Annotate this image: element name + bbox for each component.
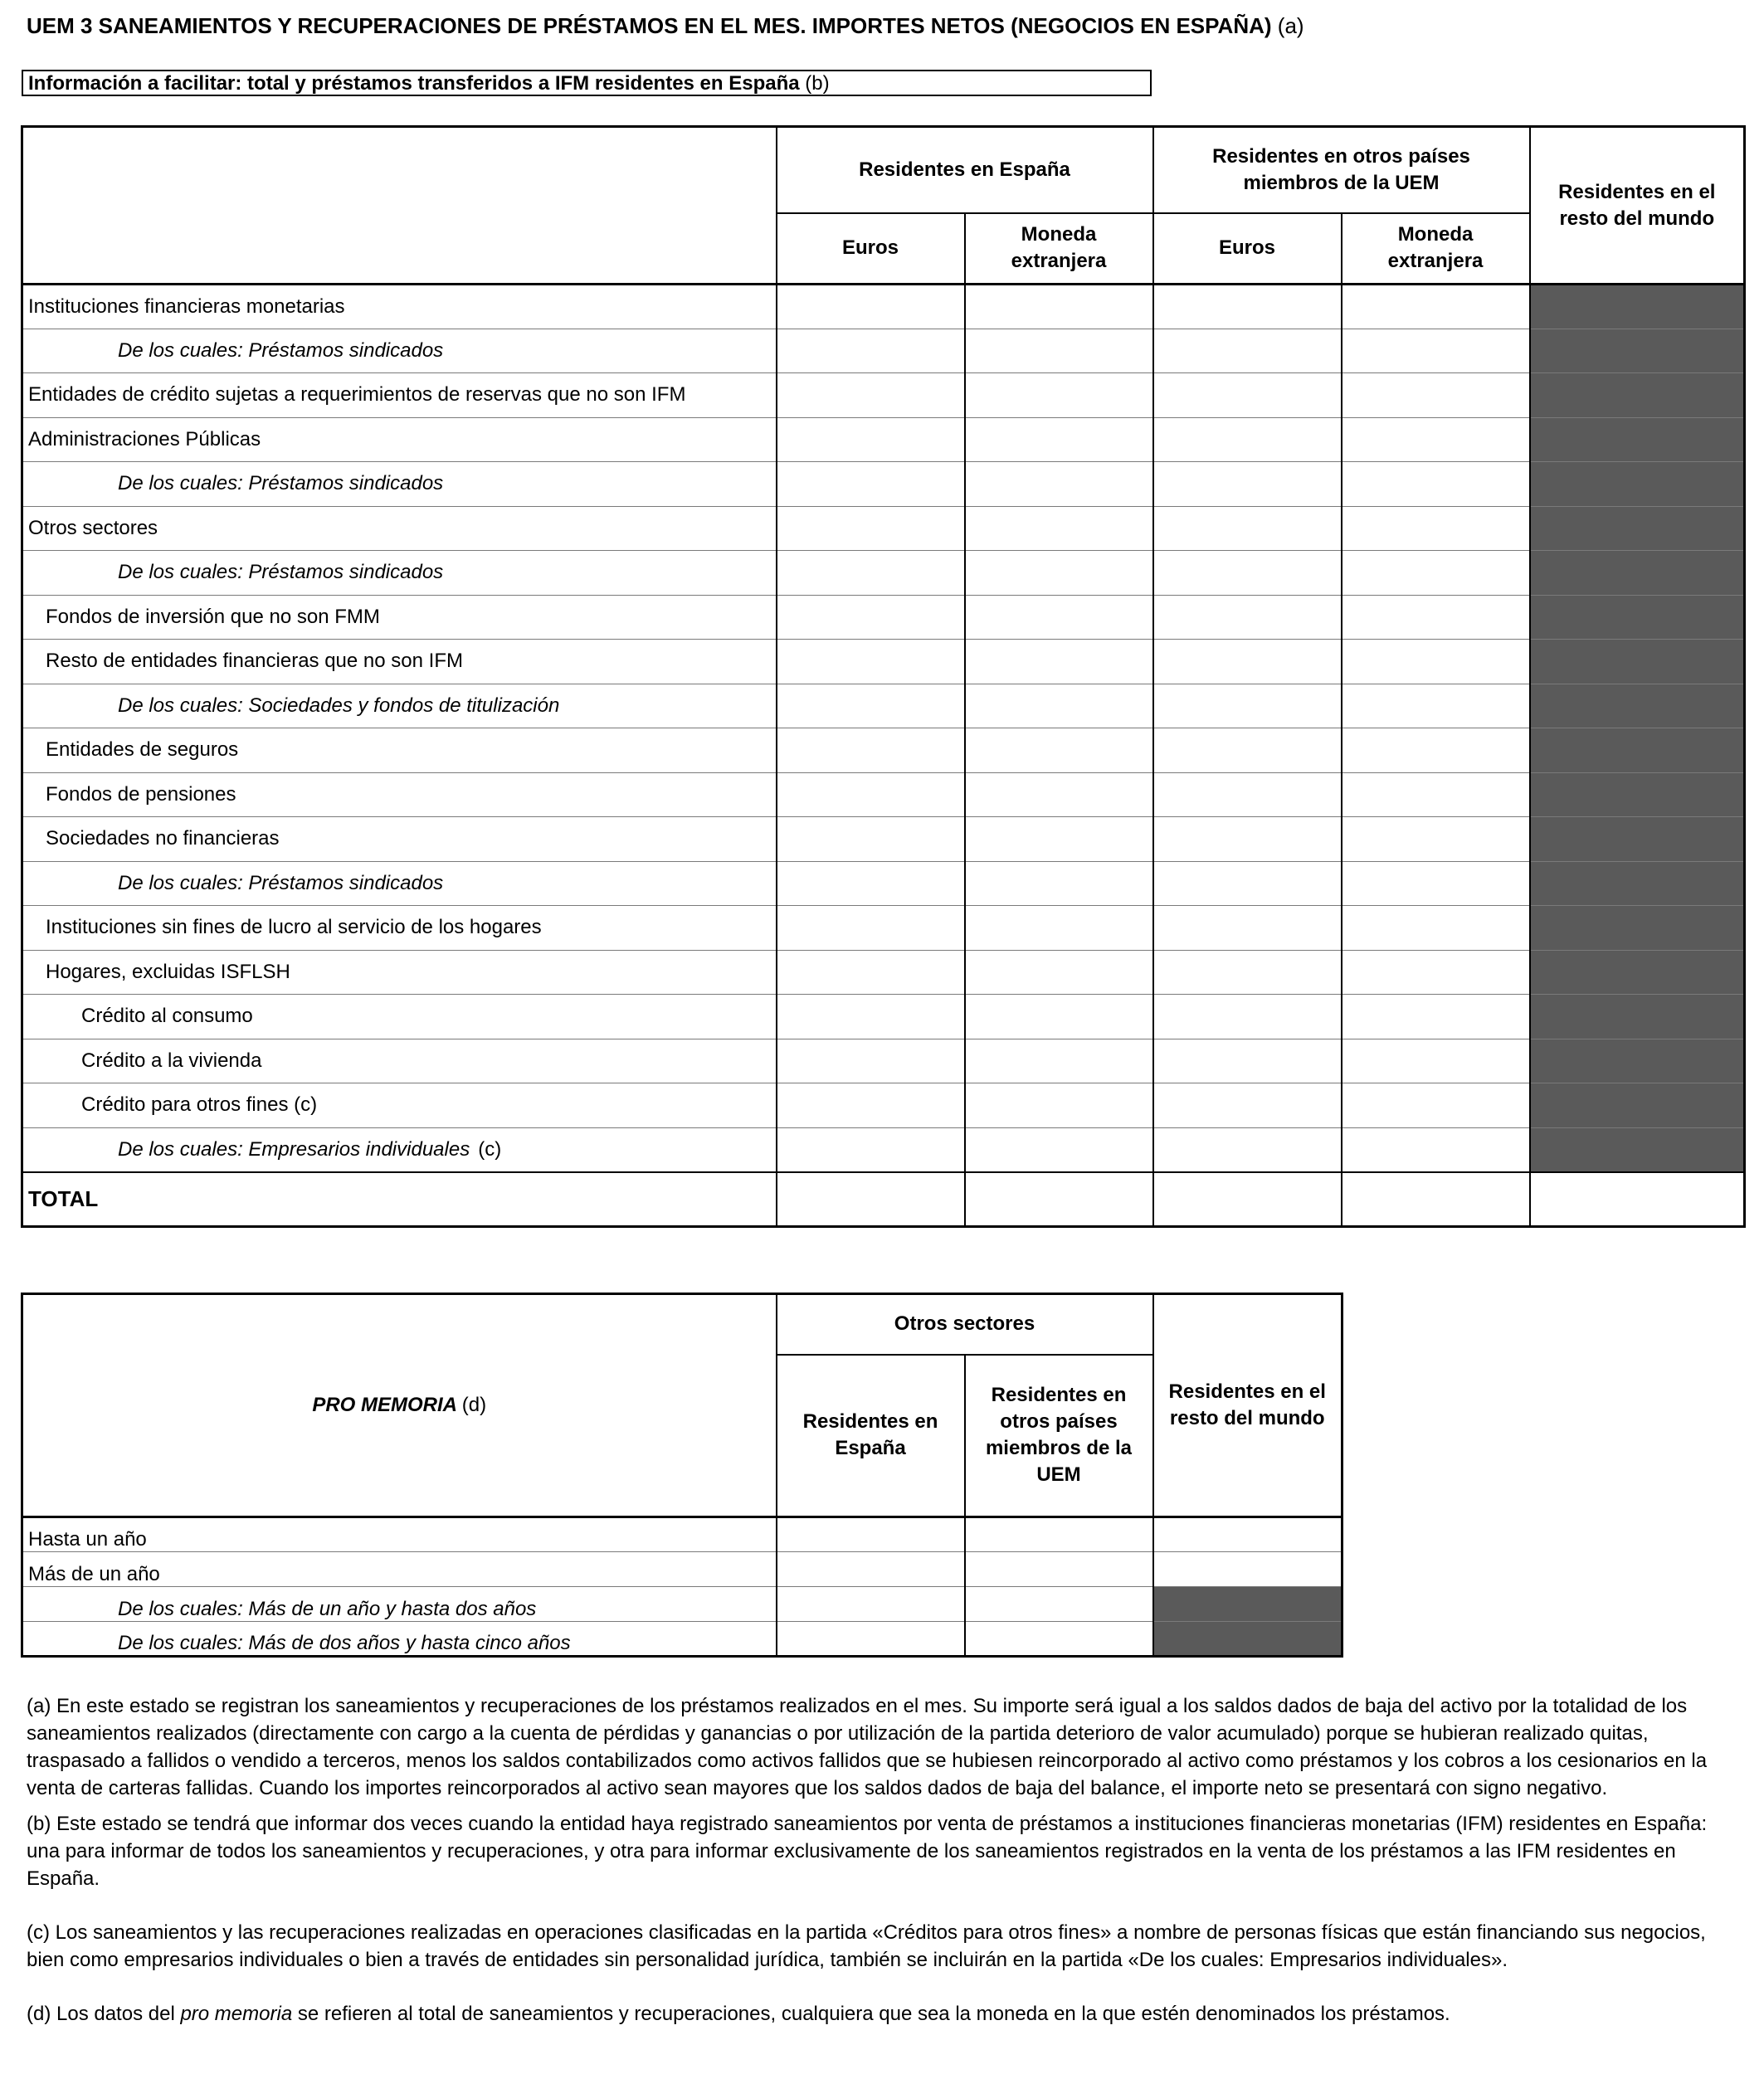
- table-row: [22, 906, 1745, 951]
- input-cell[interactable]: [777, 551, 965, 596]
- input-cell[interactable]: [1342, 861, 1530, 906]
- info-box: [22, 70, 1152, 96]
- input-cell[interactable]: [1153, 1083, 1342, 1128]
- row-label-text: De los cuales: Préstamos sindicados: [118, 472, 444, 495]
- input-cell[interactable]: [777, 1172, 965, 1227]
- row-label-text: De los cuales: Sociedades y fondos de titulización: [118, 694, 560, 717]
- header-blank: [22, 127, 777, 285]
- input-cell[interactable]: [965, 595, 1153, 640]
- shaded-cell: [1530, 595, 1745, 640]
- input-cell[interactable]: [1342, 1172, 1530, 1227]
- shaded-cell: [1530, 1083, 1745, 1128]
- shaded-cell: [1530, 772, 1745, 817]
- shaded-cell: [1530, 329, 1745, 373]
- shaded-cell: [1153, 1587, 1342, 1622]
- table-row: [22, 950, 1745, 995]
- input-cell[interactable]: [1153, 595, 1342, 640]
- row-label-text: Entidades de crédito sujetas a requerimientos de reservas que no son IFM: [28, 383, 686, 407]
- footnotes: [27, 1692, 1736, 2028]
- table-row: [22, 728, 1745, 773]
- header-euros-spain: Euros: [777, 213, 965, 285]
- total-row: [22, 1172, 1745, 1227]
- input-cell[interactable]: [777, 906, 965, 951]
- note-a: (a) En este estado se registran los saneamientos y recuperaciones de los préstamos realizados en el mes. Su importe será igual a los saldos dados de baja del activo por la totalidad de los saneamientos realizados (directamente con cargo a la cuenta de pérdidas y ganancias o por utilización de la partida deterioro de valor acumulado) porque se hubieran realizado quitas, traspasado a fallidos o vendido a terceros, menos los saldos contabilizados como activos fallidos que se hubiesen reincorporado al activo como préstamos y los cobros a los cesionarios en la venta de carteras fallidas. Cuando los importes reincorporados al activo sean mayores que los saldos dados de baja del balance, el importe neto se presentará con signo negativo.: [27, 1695, 1708, 1799]
- input-cell[interactable]: [1153, 417, 1342, 462]
- input-cell[interactable]: [1342, 995, 1530, 1039]
- memo-table: [21, 1293, 1343, 1658]
- memo-header-otros-sectores: Otros sectores: [777, 1294, 1153, 1355]
- shaded-cell: [1530, 906, 1745, 951]
- row-label: [22, 551, 777, 596]
- row-label: [22, 417, 777, 462]
- shaded-cell: [1530, 462, 1745, 507]
- input-cell[interactable]: [1342, 329, 1530, 373]
- memo-header-res-world: Residentes en el resto del mundo: [1153, 1294, 1342, 1517]
- table-row: [22, 329, 1745, 373]
- note-b: (b) Este estado se tendrá que informar dos veces cuando la entidad haya registrado saneamientos por venta de préstamos a instituciones financieras monetarias (IFM) residentes en España: una para informar de todos los saneamientos y recuperaciones, y otra para informar exclusivamente de los saneamientos registrados en la venta de los préstamos a las IFM residentes en España.: [27, 1813, 1708, 1890]
- input-cell[interactable]: [1153, 1517, 1342, 1552]
- input-cell[interactable]: [965, 1552, 1153, 1587]
- input-cell[interactable]: [777, 595, 965, 640]
- input-cell[interactable]: [1342, 1039, 1530, 1083]
- input-cell[interactable]: [777, 1622, 965, 1657]
- shaded-cell: [1530, 684, 1745, 728]
- row-label-text: De los cuales: Préstamos sindicados: [118, 871, 444, 894]
- input-cell[interactable]: [965, 1587, 1153, 1622]
- row-label-text: Sociedades no financieras: [46, 827, 280, 850]
- input-cell[interactable]: [965, 1622, 1153, 1657]
- table-row: [22, 861, 1745, 906]
- memo-row: [22, 1517, 1342, 1552]
- input-cell[interactable]: [777, 817, 965, 862]
- row-label-text: De los cuales: Préstamos sindicados: [118, 561, 444, 584]
- input-cell[interactable]: [965, 684, 1153, 728]
- row-label: [22, 1039, 777, 1083]
- shaded-cell: [1153, 1622, 1342, 1657]
- memo-row: [22, 1552, 1342, 1587]
- row-label-text: Administraciones Públicas: [28, 427, 261, 450]
- row-label: [22, 1127, 777, 1172]
- main-table: [21, 125, 1746, 1228]
- input-cell[interactable]: [777, 1083, 965, 1128]
- input-cell[interactable]: [777, 1587, 965, 1622]
- row-label: [22, 728, 777, 773]
- input-cell[interactable]: [1342, 728, 1530, 773]
- input-cell[interactable]: [965, 551, 1153, 596]
- input-cell[interactable]: [965, 817, 1153, 862]
- header-res-world: Residentes en el resto del mundo: [1530, 127, 1745, 285]
- input-cell[interactable]: [777, 1552, 965, 1587]
- input-cell[interactable]: [1342, 551, 1530, 596]
- header-foreign-uem: Moneda extranjera: [1342, 213, 1530, 285]
- shaded-cell: [1530, 1127, 1745, 1172]
- input-cell[interactable]: [1153, 995, 1342, 1039]
- row-label: [22, 995, 777, 1039]
- input-cell[interactable]: [1153, 861, 1342, 906]
- input-cell[interactable]: [1153, 1127, 1342, 1172]
- row-label: [22, 772, 777, 817]
- input-cell[interactable]: [1530, 1172, 1745, 1227]
- row-label-text: Instituciones sin fines de lucro al servicio de los hogares: [46, 916, 542, 939]
- table-row: [22, 373, 1745, 418]
- row-label-text: Otros sectores: [28, 516, 158, 539]
- input-cell[interactable]: [1342, 595, 1530, 640]
- row-label: [22, 906, 777, 951]
- table-row: [22, 995, 1745, 1039]
- input-cell[interactable]: [777, 772, 965, 817]
- input-cell[interactable]: [965, 417, 1153, 462]
- input-cell[interactable]: [965, 1172, 1153, 1227]
- note-d-italic: pro memoria: [180, 2003, 293, 2025]
- input-cell[interactable]: [777, 950, 965, 995]
- shaded-cell: [1530, 551, 1745, 596]
- input-cell[interactable]: [1342, 1083, 1530, 1128]
- input-cell[interactable]: [1342, 417, 1530, 462]
- input-cell[interactable]: [965, 506, 1153, 551]
- input-cell[interactable]: [777, 329, 965, 373]
- table-row: [22, 506, 1745, 551]
- input-cell[interactable]: [965, 462, 1153, 507]
- input-cell[interactable]: [965, 1083, 1153, 1128]
- row-label-text: De los cuales: Préstamos sindicados: [118, 338, 444, 362]
- input-cell[interactable]: [777, 373, 965, 418]
- input-cell[interactable]: [965, 373, 1153, 418]
- note-d-end: se refieren al total de saneamientos y recuperaciones, cualquiera que sea la moneda en la que estén denominados los préstamos.: [297, 2003, 1450, 2025]
- input-cell[interactable]: [965, 906, 1153, 951]
- title-ref: (a): [1277, 13, 1304, 38]
- input-cell[interactable]: [777, 861, 965, 906]
- memo-title-text: PRO MEMORIA: [312, 1394, 457, 1416]
- total-label: TOTAL: [22, 1172, 777, 1227]
- memo-row-label: Hasta un año: [22, 1517, 777, 1552]
- input-cell[interactable]: [777, 417, 965, 462]
- header-res-uem: Residentes en otros países miembros de la UEM: [1153, 127, 1530, 213]
- table-row: [22, 772, 1745, 817]
- memo-row-label: De los cuales: Más de dos años y hasta cinco años: [22, 1622, 777, 1657]
- row-label: [22, 373, 777, 418]
- input-cell[interactable]: [1153, 950, 1342, 995]
- input-cell[interactable]: [1342, 817, 1530, 862]
- input-cell[interactable]: [777, 1039, 965, 1083]
- shaded-cell: [1530, 995, 1745, 1039]
- shaded-cell: [1530, 373, 1745, 418]
- memo-rows: [22, 1517, 1342, 1657]
- shaded-cell: [1530, 728, 1745, 773]
- title-text: UEM 3 SANEAMIENTOS Y RECUPERACIONES DE PRÉSTAMOS EN EL MES. IMPORTES NETOS (NEGOCIOS EN ESPAÑA): [27, 13, 1272, 38]
- row-label-text: Entidades de seguros: [46, 738, 239, 762]
- memo-row: [22, 1622, 1342, 1657]
- input-cell[interactable]: [1153, 906, 1342, 951]
- input-cell[interactable]: [965, 861, 1153, 906]
- input-cell[interactable]: [965, 728, 1153, 773]
- input-cell[interactable]: [965, 1517, 1153, 1552]
- row-label: [22, 329, 777, 373]
- table-row: [22, 1127, 1745, 1172]
- row-label: [22, 861, 777, 906]
- input-cell[interactable]: [965, 640, 1153, 684]
- input-cell[interactable]: [1153, 506, 1342, 551]
- input-cell[interactable]: [1153, 684, 1342, 728]
- input-cell[interactable]: [1342, 906, 1530, 951]
- header-foreign-spain: Moneda extranjera: [965, 213, 1153, 285]
- row-label-text: Crédito para otros fines (c): [81, 1093, 318, 1117]
- input-cell[interactable]: [1153, 817, 1342, 862]
- shaded-cell: [1530, 950, 1745, 995]
- table-row: [22, 417, 1745, 462]
- input-cell[interactable]: [1153, 1039, 1342, 1083]
- table-row: [22, 640, 1745, 684]
- input-cell[interactable]: [1153, 329, 1342, 373]
- note-d: [27, 2000, 1736, 2028]
- row-label-text: Instituciones financieras monetarias: [28, 295, 345, 318]
- input-cell[interactable]: [1342, 772, 1530, 817]
- row-label-text: Resto de entidades financieras que no son IFM: [46, 650, 463, 673]
- memo-header-res-uem: Residentes en otros países miembros de la UEM: [965, 1355, 1153, 1517]
- input-cell[interactable]: [1153, 462, 1342, 507]
- shaded-cell: [1530, 417, 1745, 462]
- input-cell[interactable]: [1342, 462, 1530, 507]
- row-label: [22, 285, 777, 329]
- info-text: Información a facilitar: total y préstamos transferidos a IFM residentes en España: [28, 72, 800, 95]
- memo-row-label: Más de un año: [22, 1552, 777, 1587]
- row-label-text: Hogares, excluidas ISFLSH: [46, 960, 290, 983]
- input-cell[interactable]: [777, 506, 965, 551]
- shaded-cell: [1530, 640, 1745, 684]
- shaded-cell: [1530, 861, 1745, 906]
- input-cell[interactable]: [777, 1127, 965, 1172]
- input-cell[interactable]: [1153, 640, 1342, 684]
- table-row: [22, 595, 1745, 640]
- row-label: [22, 1083, 777, 1128]
- shaded-cell: [1530, 817, 1745, 862]
- table-row: [22, 1039, 1745, 1083]
- input-cell[interactable]: [777, 1517, 965, 1552]
- memo-title: [22, 1294, 777, 1517]
- input-cell[interactable]: [1342, 640, 1530, 684]
- input-cell[interactable]: [965, 950, 1153, 995]
- row-label: [22, 506, 777, 551]
- input-cell[interactable]: [965, 1127, 1153, 1172]
- input-cell[interactable]: [965, 329, 1153, 373]
- input-cell[interactable]: [1153, 551, 1342, 596]
- shaded-cell: [1530, 506, 1745, 551]
- header-res-spain: Residentes en España: [777, 127, 1153, 213]
- input-cell[interactable]: [1153, 373, 1342, 418]
- row-label-text: Fondos de inversión que no son FMM: [46, 605, 380, 628]
- input-cell[interactable]: [1153, 728, 1342, 773]
- header-euros-uem: Euros: [1153, 213, 1342, 285]
- input-cell[interactable]: [1153, 285, 1342, 329]
- input-cell[interactable]: [777, 995, 965, 1039]
- input-cell[interactable]: [1153, 1172, 1342, 1227]
- input-cell[interactable]: [777, 462, 965, 507]
- input-cell[interactable]: [1342, 373, 1530, 418]
- memo-title-ref: (d): [461, 1394, 487, 1416]
- input-cell[interactable]: [965, 285, 1153, 329]
- input-cell[interactable]: [1342, 285, 1530, 329]
- row-label-text: Crédito al consumo: [81, 1005, 253, 1028]
- memo-row-label: De los cuales: Más de un año y hasta dos años: [22, 1587, 777, 1622]
- main-rows: [22, 285, 1745, 1172]
- table-row: [22, 684, 1745, 728]
- page-title: [27, 13, 1304, 39]
- input-cell[interactable]: [965, 995, 1153, 1039]
- row-label: [22, 462, 777, 507]
- row-label: [22, 595, 777, 640]
- note-c: (c) Los saneamientos y las recuperaciones realizadas en operaciones clasificadas en la partida «Créditos para otros fines» a nombre de personas físicas que están financiando sus negocios, bien como empresarios individuales o bien a través de entidades sin personalidad jurídica, también se incluirán en la partida «De los cuales: Empresarios individuales».: [27, 1921, 1706, 1971]
- input-cell[interactable]: [1153, 772, 1342, 817]
- row-label: [22, 817, 777, 862]
- table-row: [22, 817, 1745, 862]
- input-cell[interactable]: [965, 772, 1153, 817]
- memo-row: [22, 1587, 1342, 1622]
- row-label-note: (c): [478, 1137, 502, 1161]
- table-row: [22, 551, 1745, 596]
- shaded-cell: [1530, 1039, 1745, 1083]
- shaded-cell: [1530, 285, 1745, 329]
- input-cell[interactable]: [777, 728, 965, 773]
- row-label: [22, 950, 777, 995]
- input-cell[interactable]: [1342, 1127, 1530, 1172]
- memo-header-res-spain: Residentes en España: [777, 1355, 965, 1517]
- input-cell[interactable]: [1342, 950, 1530, 995]
- input-cell[interactable]: [1342, 684, 1530, 728]
- input-cell[interactable]: [777, 640, 965, 684]
- table-row: [22, 285, 1745, 329]
- input-cell[interactable]: [777, 684, 965, 728]
- input-cell[interactable]: [777, 285, 965, 329]
- row-label-text: Crédito a la vivienda: [81, 1049, 262, 1072]
- row-label-text: Fondos de pensiones: [46, 782, 236, 806]
- table-row: [22, 1083, 1745, 1128]
- input-cell[interactable]: [1153, 1552, 1342, 1587]
- table-row: [22, 462, 1745, 507]
- note-d-start: (d) Los datos del: [27, 2003, 175, 2025]
- input-cell[interactable]: [1342, 506, 1530, 551]
- row-label: [22, 684, 777, 728]
- info-ref: (b): [805, 72, 830, 95]
- input-cell[interactable]: [965, 1039, 1153, 1083]
- row-label: [22, 640, 777, 684]
- row-label-text: De los cuales: Empresarios individuales: [118, 1137, 470, 1161]
